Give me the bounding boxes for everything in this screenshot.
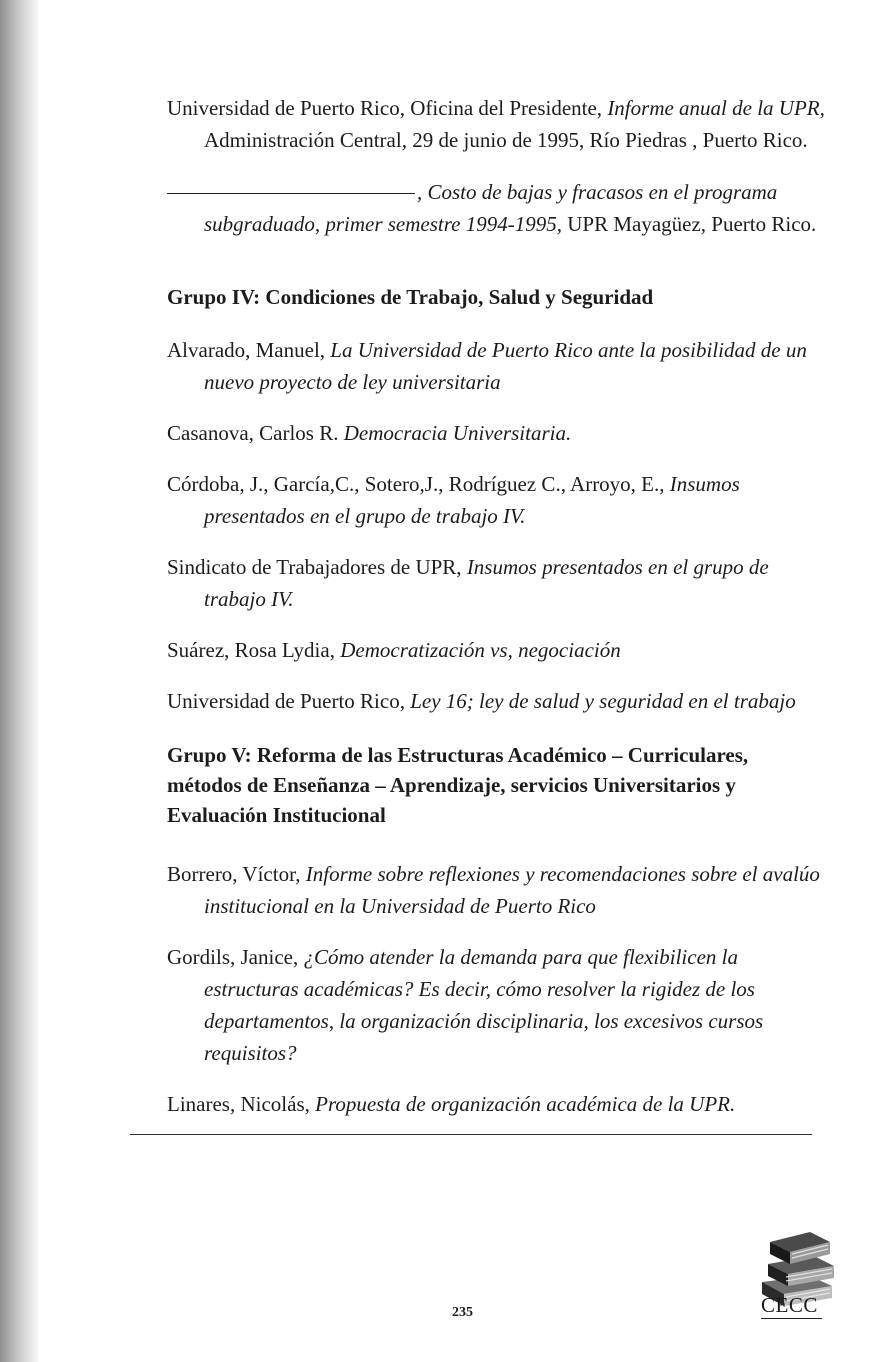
bib-author: Alvarado, Manuel, <box>167 338 331 362</box>
bib-author: Universidad de Puerto Rico, Oficina del Presidente, <box>167 96 608 120</box>
bib-title: , Costo de bajas y fracasos en el programa subgraduado, primer semestre 1994-1995, <box>204 180 778 236</box>
section-heading-grupo-iv: Grupo IV: Condiciones de Trabajo, Salud y Seguridad <box>167 285 654 309</box>
bib-author: Sindicato de Trabajadores de UPR, <box>167 555 467 579</box>
bib-entry-cordoba <box>167 468 827 532</box>
bib-title: Democratización vs, negociación <box>340 638 621 662</box>
bib-entry-alvarado <box>167 334 827 398</box>
cecc-logo-text: CECC <box>761 1292 822 1319</box>
bib-entry-suarez <box>167 634 827 666</box>
bib-title: Ley 16; ley de salud y seguridad en el trabajo <box>410 689 796 713</box>
bib-author: Córdoba, J., García,C., Sotero,J., Rodríguez C., Arroyo, E., <box>167 472 670 496</box>
bib-author: Suárez, Rosa Lydia, <box>167 638 341 662</box>
bib-entry-ley-16 <box>167 685 827 717</box>
bib-author: Borrero, Víctor, <box>167 862 306 886</box>
bib-title: ¿Cómo atender la demanda para que flexibilicen la estructuras académicas? Es decir, cómo resolver la rigidez de los departamentos, la organización disciplinaria, los excesivos cursos requisitos? <box>204 945 764 1065</box>
bib-title: Insumos presentados en el grupo de trabajo IV. <box>204 555 769 611</box>
bib-entry-gordils <box>167 941 827 1069</box>
scan-edge-shadow <box>0 0 40 1362</box>
bib-author: Gordils, Janice, <box>167 945 304 969</box>
bib-details: Administración Central, 29 de junio de 1995, Río Piedras , Puerto Rico. <box>204 128 808 152</box>
footer-divider <box>130 1134 812 1135</box>
bib-author: Casanova, Carlos R. <box>167 421 344 445</box>
bib-title: La Universidad de Puerto Rico ante la posibilidad de un nuevo proyecto de ley universitaria <box>204 338 807 394</box>
bib-entry-sindicato <box>167 551 827 615</box>
bib-entry-costo-de-bajas <box>167 176 827 240</box>
bib-entry-borrero <box>167 858 827 922</box>
bib-title: Insumos presentados en el grupo de trabajo IV. <box>204 472 740 528</box>
bib-title: Propuesta de organización académica de la UPR. <box>315 1092 736 1116</box>
bib-title: Informe sobre reflexiones y recomendaciones sobre el avalúo institucional en la Universidad de Puerto Rico <box>204 862 820 918</box>
bib-entry-upr-informe-anual <box>167 92 827 156</box>
page-number: 235 <box>452 1305 473 1320</box>
bib-details: UPR Mayagüez, Puerto Rico. <box>561 212 817 236</box>
bibliography <box>167 92 827 1120</box>
section-heading-grupo-v: Grupo V: Reforma de las Estructuras Académico – Curriculares, métodos de Enseñanza – Aprendizaje, servicios Universitarios y Evaluación Institucional <box>167 743 749 827</box>
bib-author: Universidad de Puerto Rico, <box>167 689 411 713</box>
bib-title: Democracia Universitaria. <box>343 421 572 445</box>
bib-author: Linares, Nicolás, <box>167 1092 316 1116</box>
ditto-rule <box>167 193 415 194</box>
bib-title: Informe anual de la UPR, <box>607 96 825 120</box>
bib-entry-casanova <box>167 417 827 449</box>
bib-entry-linares <box>167 1088 827 1120</box>
